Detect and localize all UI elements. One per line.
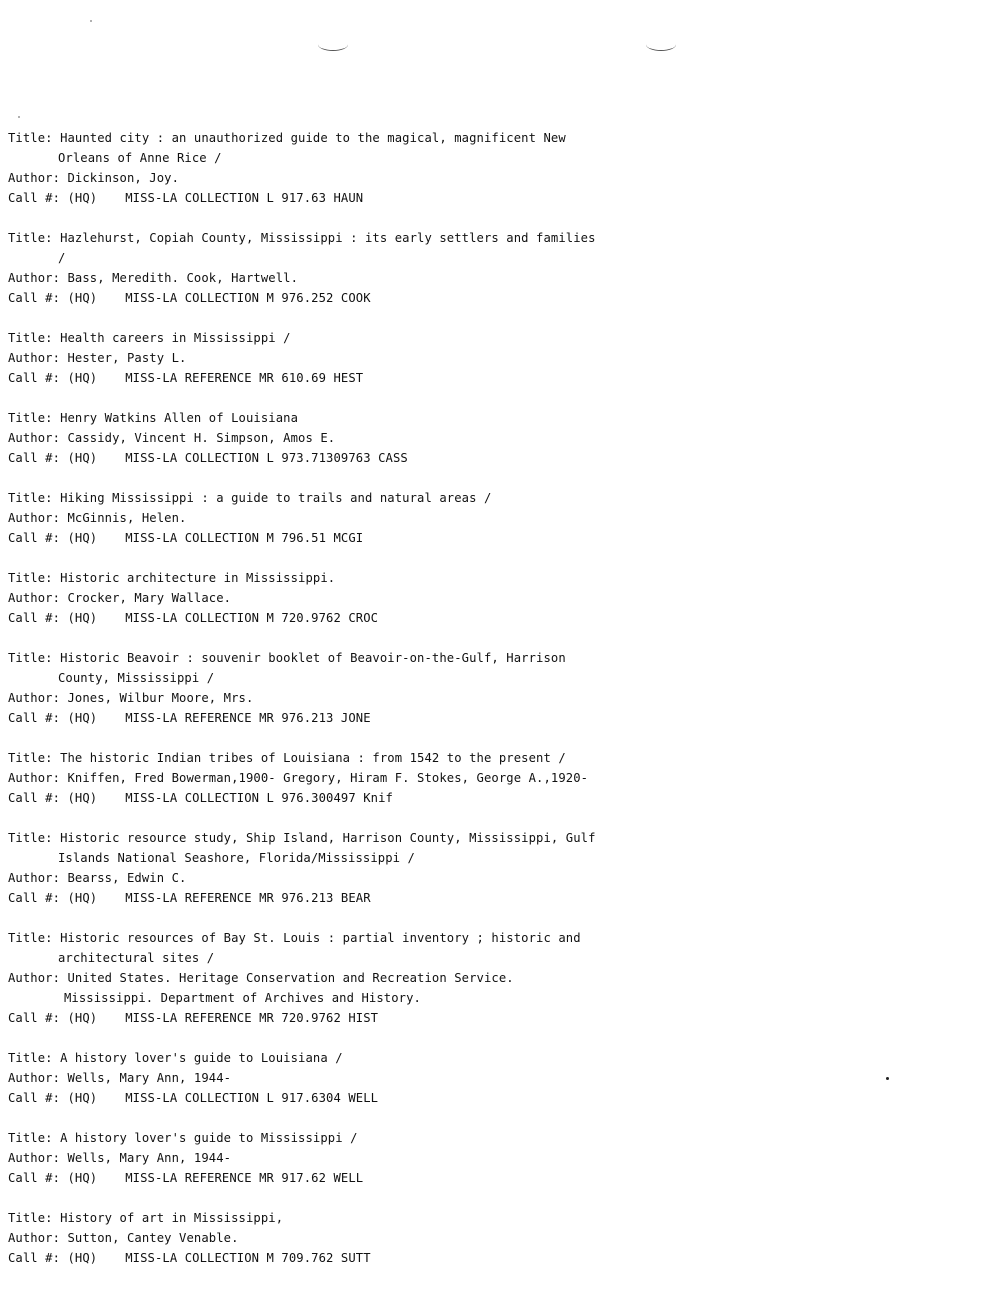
catalog-entry <box>8 928 978 1028</box>
title-label: Title: <box>8 331 53 345</box>
entry-title: Historic Beavoir : souvenir booklet of Beavoir-on-the-Gulf, Harrison <box>60 651 566 665</box>
entry-call-number-line <box>8 1008 978 1028</box>
entry-title-continuation <box>8 948 978 968</box>
entry-call-number-line <box>8 1088 978 1108</box>
entry-call-number-line <box>8 288 978 308</box>
entry-author-line <box>8 868 978 888</box>
catalog-entry <box>8 1128 978 1188</box>
title-label: Title: <box>8 491 53 505</box>
title-label: Title: <box>8 411 53 425</box>
entry-title-line <box>8 228 978 248</box>
scan-speck <box>18 116 20 118</box>
entry-author: Wells, Mary Ann, 1944- <box>67 1151 232 1165</box>
catalog-entry <box>8 748 978 808</box>
scan-speck <box>90 20 92 22</box>
entry-title-line <box>8 1048 978 1068</box>
author-label: Author: <box>8 351 61 365</box>
call-number-label: Call #: <box>8 451 61 465</box>
entry-title: The historic Indian tribes of Louisiana : from 1542 to the present / <box>60 751 566 765</box>
catalog-entry <box>8 128 978 208</box>
title-label: Title: <box>8 1211 53 1225</box>
entry-title: History of art in Mississippi, <box>60 1211 284 1225</box>
entry-title: Orleans of Anne Rice / <box>58 151 222 165</box>
entry-author: United States. Heritage Conservation and Recreation Service. <box>67 971 514 985</box>
call-number-label: Call #: <box>8 1011 61 1025</box>
call-number-label: Call #: <box>8 291 61 305</box>
call-number-label: Call #: <box>8 711 61 725</box>
entry-title-line <box>8 328 978 348</box>
entry-author: Crocker, Mary Wallace. <box>67 591 232 605</box>
entry-title: Hazlehurst, Copiah County, Mississippi : its early settlers and families <box>60 231 596 245</box>
title-label: Title: <box>8 571 53 585</box>
entry-call-number-line <box>8 188 978 208</box>
author-label: Author: <box>8 971 61 985</box>
entry-title-continuation <box>8 248 978 268</box>
author-label: Author: <box>8 871 61 885</box>
entry-author-line <box>8 588 978 608</box>
title-label: Title: <box>8 751 53 765</box>
entry-call-number: MISS-LA COLLECTION M 720.9762 CROC <box>125 611 379 625</box>
entry-call-number: MISS-LA COLLECTION L 917.6304 WELL <box>125 1091 379 1105</box>
entry-author-line <box>8 348 978 368</box>
entry-title: Health careers in Mississippi / <box>60 331 291 345</box>
entry-title: Historic resources of Bay St. Louis : partial inventory ; historic and <box>60 931 581 945</box>
entry-author-line <box>8 1068 978 1088</box>
catalog-entry <box>8 648 978 728</box>
entry-call-number: MISS-LA COLLECTION M 976.252 COOK <box>125 291 371 305</box>
entry-title-line <box>8 1128 978 1148</box>
entry-title-line <box>8 568 978 588</box>
entry-title: Haunted city : an unauthorized guide to the magical, magnificent New <box>60 131 566 145</box>
entry-author: Sutton, Cantey Venable. <box>67 1231 239 1245</box>
entry-call-number-line <box>8 708 978 728</box>
entry-call-number-line <box>8 528 978 548</box>
entry-location: (HQ) <box>67 531 98 545</box>
entry-title: architectural sites / <box>58 951 215 965</box>
call-number-label: Call #: <box>8 1171 61 1185</box>
entry-call-number-line <box>8 1168 978 1188</box>
author-label: Author: <box>8 1231 61 1245</box>
entry-call-number: MISS-LA REFERENCE MR 976.213 BEAR <box>125 891 371 905</box>
entry-title: Historic resource study, Ship Island, Harrison County, Mississippi, Gulf <box>60 831 596 845</box>
entry-location: (HQ) <box>67 711 98 725</box>
entry-location: (HQ) <box>67 791 98 805</box>
author-label: Author: <box>8 511 61 525</box>
title-label: Title: <box>8 651 53 665</box>
entry-author-line <box>8 168 978 188</box>
entry-title-line <box>8 748 978 768</box>
entry-title-continuation <box>8 848 978 868</box>
call-number-label: Call #: <box>8 891 61 905</box>
entry-author: Bearss, Edwin C. <box>67 871 187 885</box>
entry-location: (HQ) <box>67 191 98 205</box>
entry-author-continuation <box>8 988 978 1008</box>
title-label: Title: <box>8 931 53 945</box>
call-number-label: Call #: <box>8 1251 61 1265</box>
entry-title: Hiking Mississippi : a guide to trails and natural areas / <box>60 491 492 505</box>
call-number-label: Call #: <box>8 791 61 805</box>
entry-title-continuation <box>8 668 978 688</box>
entry-call-number: MISS-LA REFERENCE MR 917.62 WELL <box>125 1171 364 1185</box>
entry-title-line <box>8 488 978 508</box>
author-label: Author: <box>8 771 61 785</box>
catalog-entry <box>8 488 978 548</box>
entry-title-continuation <box>8 148 978 168</box>
punch-hole-mark-right <box>646 38 676 51</box>
entry-author: Wells, Mary Ann, 1944- <box>67 1071 232 1085</box>
entry-call-number-line <box>8 368 978 388</box>
call-number-label: Call #: <box>8 531 61 545</box>
catalog-entry-list <box>8 128 978 1268</box>
call-number-label: Call #: <box>8 1091 61 1105</box>
entry-author-line <box>8 268 978 288</box>
entry-call-number: MISS-LA COLLECTION L 917.63 HAUN <box>125 191 364 205</box>
entry-call-number: MISS-LA COLLECTION L 973.71309763 CASS <box>125 451 408 465</box>
author-label: Author: <box>8 171 61 185</box>
entry-author-line <box>8 688 978 708</box>
title-label: Title: <box>8 1051 53 1065</box>
entry-author: Jones, Wilbur Moore, Mrs. <box>67 691 254 705</box>
entry-title: A history lover's guide to Louisiana / <box>60 1051 343 1065</box>
entry-call-number: MISS-LA REFERENCE MR 976.213 JONE <box>125 711 371 725</box>
author-label: Author: <box>8 691 61 705</box>
entry-title-line <box>8 928 978 948</box>
entry-title-line <box>8 648 978 668</box>
punch-hole-mark-left <box>318 38 348 51</box>
entry-call-number: MISS-LA COLLECTION M 709.762 SUTT <box>125 1251 371 1265</box>
author-label: Author: <box>8 271 61 285</box>
entry-location: (HQ) <box>67 1011 98 1025</box>
catalog-entry <box>8 408 978 468</box>
entry-author-line <box>8 1148 978 1168</box>
call-number-label: Call #: <box>8 191 61 205</box>
entry-call-number-line <box>8 1248 978 1268</box>
entry-call-number: MISS-LA COLLECTION M 796.51 MCGI <box>125 531 364 545</box>
entry-author: Dickinson, Joy. <box>67 171 180 185</box>
entry-author-line <box>8 508 978 528</box>
entry-location: (HQ) <box>67 1091 98 1105</box>
entry-title: / <box>58 251 66 265</box>
call-number-label: Call #: <box>8 611 61 625</box>
entry-author: McGinnis, Helen. <box>67 511 187 525</box>
entry-author-line <box>8 768 978 788</box>
catalog-entry <box>8 328 978 388</box>
entry-location: (HQ) <box>67 1251 98 1265</box>
catalog-entry <box>8 568 978 628</box>
catalog-entry <box>8 228 978 308</box>
entry-call-number-line <box>8 608 978 628</box>
entry-author: Cassidy, Vincent H. Simpson, Amos E. <box>67 431 336 445</box>
author-label: Author: <box>8 1151 61 1165</box>
catalog-entry <box>8 1048 978 1108</box>
entry-author-line <box>8 428 978 448</box>
catalog-entry <box>8 1208 978 1268</box>
entry-location: (HQ) <box>67 1171 98 1185</box>
entry-call-number: MISS-LA COLLECTION L 976.300497 Knif <box>125 791 393 805</box>
author-label: Author: <box>8 591 61 605</box>
entry-location: (HQ) <box>67 611 98 625</box>
author-label: Author: <box>8 431 61 445</box>
entry-title-line <box>8 1208 978 1228</box>
entry-title: Henry Watkins Allen of Louisiana <box>60 411 299 425</box>
entry-location: (HQ) <box>67 371 98 385</box>
entry-location: (HQ) <box>67 291 98 305</box>
entry-author-line <box>8 1228 978 1248</box>
entry-author: Bass, Meredith. Cook, Hartwell. <box>67 271 299 285</box>
entry-author-line <box>8 968 978 988</box>
entry-title: A history lover's guide to Mississippi / <box>60 1131 358 1145</box>
entry-title: Islands National Seashore, Florida/Mississippi / <box>58 851 415 865</box>
call-number-label: Call #: <box>8 371 61 385</box>
title-label: Title: <box>8 1131 53 1145</box>
entry-author: Hester, Pasty L. <box>67 351 187 365</box>
entry-title: Historic architecture in Mississippi. <box>60 571 336 585</box>
entry-location: (HQ) <box>67 451 98 465</box>
entry-location: (HQ) <box>67 891 98 905</box>
entry-call-number: MISS-LA REFERENCE MR 610.69 HEST <box>125 371 364 385</box>
entry-title-line <box>8 828 978 848</box>
entry-call-number-line <box>8 448 978 468</box>
entry-call-number-line <box>8 788 978 808</box>
title-label: Title: <box>8 131 53 145</box>
entry-author: Mississippi. Department of Archives and History. <box>64 991 421 1005</box>
author-label: Author: <box>8 1071 61 1085</box>
entry-call-number-line <box>8 888 978 908</box>
entry-call-number: MISS-LA REFERENCE MR 720.9762 HIST <box>125 1011 379 1025</box>
entry-title: County, Mississippi / <box>58 671 215 685</box>
entry-author: Kniffen, Fred Bowerman,1900- Gregory, Hiram F. Stokes, George A.,1920- <box>67 771 589 785</box>
catalog-entry <box>8 828 978 908</box>
entry-title-line <box>8 408 978 428</box>
title-label: Title: <box>8 831 53 845</box>
entry-title-line <box>8 128 978 148</box>
title-label: Title: <box>8 231 53 245</box>
